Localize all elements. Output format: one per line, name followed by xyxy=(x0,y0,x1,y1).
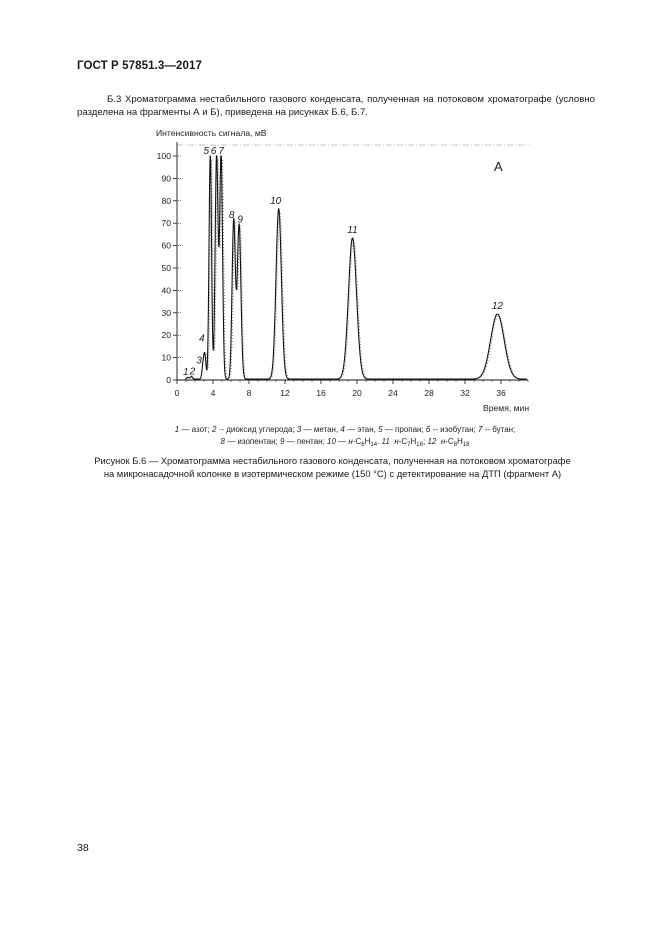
x-tick-label-24: 24 xyxy=(388,388,398,398)
y-tick-label-50: 50 xyxy=(161,263,171,273)
peak-label-6: 6 xyxy=(210,146,217,157)
y-tick-label-80: 80 xyxy=(161,195,171,206)
x-tick-label-20: 20 xyxy=(352,388,362,398)
peak-label-11: 11 xyxy=(347,224,358,236)
y-tick-label-10: 10 xyxy=(161,352,171,363)
document-header: ГОСТ Р 57851.3—2017 xyxy=(77,60,202,72)
caption-line-1: Рисунок Б.6 — Хроматограмма нестабильного газового конденсата, полученная на потоковом хроматографе xyxy=(94,455,571,466)
x-tick-label-12: 12 xyxy=(280,388,290,398)
figure-caption xyxy=(90,455,575,480)
y-tick-label-20: 20 xyxy=(161,330,171,341)
legend-line-2: 8 — изопентан; 9 — пентан; 10 — $н-С_6Н_{14}$. 11 $н-С_7Н_{16}$; 12 $н-С_8Н_{18}$ xyxy=(220,437,470,448)
y-tick-label-90: 90 xyxy=(161,173,171,184)
x-tick-label-8: 8 xyxy=(246,388,252,398)
y-tick-label-100: 100 xyxy=(156,151,171,161)
caption-line-2: на микронасадочной колонке в изотермическом режиме (150 °С) с детектирование на ДТП (фрагмент А) xyxy=(103,467,562,479)
x-axis-label: Время, мин xyxy=(483,403,530,413)
peak-label-4: 4 xyxy=(199,333,205,345)
peak-label-9: 9 xyxy=(237,214,243,226)
y-tick-label-30: 30 xyxy=(161,307,171,318)
x-tick-label-4: 4 xyxy=(210,388,216,398)
figure-legend xyxy=(120,424,570,451)
peak-label-3: 3 xyxy=(196,355,202,367)
peak-label-2: 2 xyxy=(189,366,196,378)
x-tick-label-32: 32 xyxy=(460,388,470,398)
peak-label-8: 8 xyxy=(228,209,235,221)
page-number: 38 xyxy=(77,842,89,854)
fragment-label: А xyxy=(494,159,503,174)
chromatogram-trace-dotted xyxy=(205,159,527,379)
peak-label-12: 12 xyxy=(491,301,503,313)
y-tick-label-60: 60 xyxy=(161,240,171,251)
x-tick-label-28: 28 xyxy=(424,388,434,398)
intro-paragraph: Б.3 Хроматограмма нестабильного газового конденсата, полученная на потоковом хроматографе (условно разделена на фрагменты А и Б), приведена на рисунках Б.6, Б.7. xyxy=(77,94,595,118)
peak-label-7: 7 xyxy=(218,146,224,157)
y-tick-label-40: 40 xyxy=(161,285,171,296)
x-tick-label-16: 16 xyxy=(316,388,326,398)
chromatogram-chart xyxy=(0,0,661,420)
y-tick-label-70: 70 xyxy=(161,218,171,229)
peak-label-5: 5 xyxy=(203,146,210,157)
y-tick-label-0: 0 xyxy=(166,375,171,385)
peak-label-10: 10 xyxy=(270,195,282,207)
legend-line-1: 1 — азот; 2 ·- диоксид углерода; 3 — метан, 4 — этан, 5 — пропан; 6 -- изобутан; 7 -- бутан; xyxy=(174,425,516,434)
x-tick-label-36: 36 xyxy=(496,388,506,398)
y-axis-label: Интенсивность сигнала, мВ xyxy=(156,128,267,138)
x-tick-label-0: 0 xyxy=(174,388,180,398)
peak-label-1: 1 xyxy=(183,367,189,379)
